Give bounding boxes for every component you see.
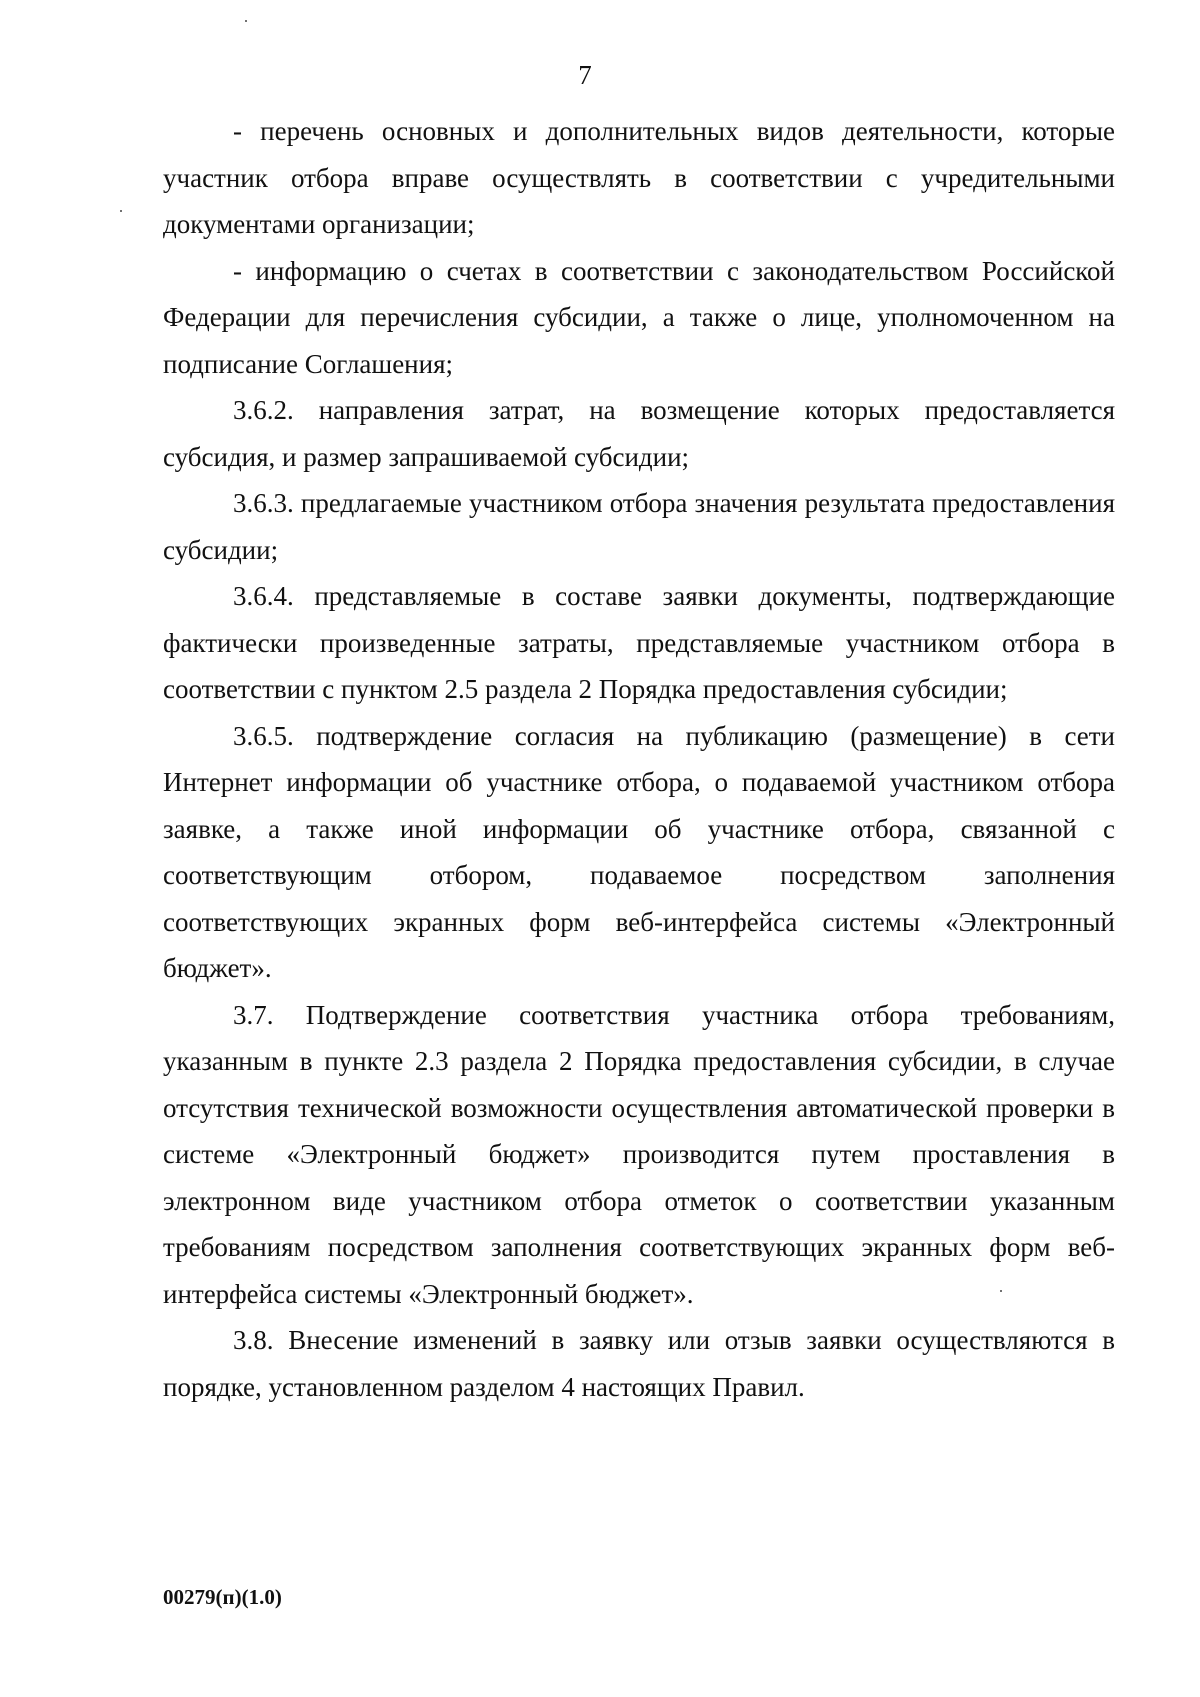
paragraph: 3.8. Внесение изменений в заявку или отзыв заявки осуществляются в порядке, установленном разделом 4 настоящих Правил.	[163, 1325, 1115, 1402]
paragraph: 3.7. Подтверждение соответствия участника отбора требованиям, указанным в пункте 2.3 раздела 2 Порядка предоставления субсидии, в случае отсутствия технической возможности осуществления автоматической проверки в системе «Электронный бюджет» производится путем проставления в электронном виде участником отбора отметок о соответствии указанным требованиям посредством заполнения соответствующих экранных форм веб-интерфейса системы «Электронный бюджет».	[163, 999, 1115, 1309]
paragraph: - информацию о счетах в соответствии с законодательством Российской Федерации для перечисления субсидии, а также о лице, уполномоченном на подписание Соглашения;	[163, 255, 1115, 379]
document-code: 00279(п)(1.0)	[163, 1585, 282, 1609]
scan-speck	[120, 210, 122, 212]
paragraph: 3.6.2. направления затрат, на возмещение которых предоставляется субсидия, и размер запрашиваемой субсидии;	[163, 395, 1115, 472]
document-body	[163, 108, 1115, 1410]
paragraph: 3.6.4. представляемые в составе заявки документы, подтверждающие фактически произведенные затраты, представляемые участником отбора в соответствии с пунктом 2.5 раздела 2 Порядка предоставления субсидии;	[163, 581, 1115, 704]
paragraph: - перечень основных и дополнительных видов деятельности, которые участник отбора вправе осуществлять в соответствии с учредительными документами организации;	[163, 116, 1115, 239]
paragraph: 3.6.3. предлагаемые участником отбора значения результата предоставления субсидии;	[163, 488, 1115, 565]
page-number: 7	[578, 60, 592, 90]
scan-speck	[1000, 1290, 1002, 1292]
paragraph: 3.6.5. подтверждение согласия на публикацию (размещение) в сети Интернет информации об участнике отбора, о подаваемой участником отбора заявке, а также иной информации об участнике отбора, связанной с соответствующим отбором, подаваемое посредством заполнения соответствующих экранных форм веб-интерфейса системы «Электронный бюджет».	[163, 720, 1115, 983]
scan-speck	[245, 20, 247, 22]
